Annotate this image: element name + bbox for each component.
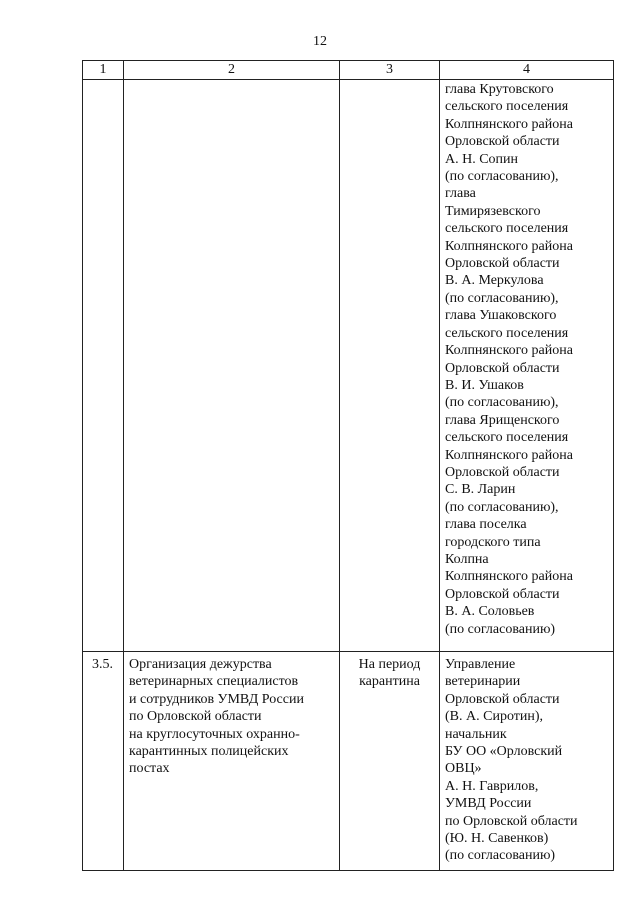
description-line: на круглосуточных охранно- — [129, 726, 300, 742]
responsible-line: Колпна — [445, 551, 489, 567]
responsible-line: сельского поселения — [445, 99, 569, 115]
responsible-line: сельского поселения — [445, 221, 569, 237]
period-line: карантина — [359, 674, 420, 690]
column-header-1: 1 — [83, 61, 124, 80]
responsible-line: Управление — [445, 657, 516, 672]
responsible-line: (В. А. Сиротин), — [445, 709, 544, 725]
cell-number — [83, 80, 124, 652]
column-header-4: 4 — [440, 61, 614, 80]
responsible-line: глава — [445, 186, 476, 202]
responsible-line: Колпнянского района — [445, 238, 573, 254]
responsible-line: Орловской области — [445, 256, 560, 272]
responsible-line: В. И. Ушаков — [445, 377, 524, 393]
responsible-line: по Орловской области — [445, 813, 578, 829]
responsible-line: Колпнянского района — [445, 569, 573, 585]
responsible-line: БУ ОО «Орловский — [445, 744, 563, 760]
description-line: карантинных полицейских — [129, 744, 289, 760]
cell-period — [340, 80, 440, 652]
cell-description — [124, 652, 340, 871]
responsible-line: (Ю. Н. Савенков) — [445, 831, 549, 847]
description-line: Организация дежурства — [129, 657, 272, 672]
responsible-line: А. Н. Гаврилов, — [445, 778, 539, 794]
responsible-line: (по согласованию), — [445, 169, 559, 185]
cell-responsible — [440, 80, 614, 652]
responsible-line: глава Крутовского — [445, 82, 554, 97]
responsible-line: В. А. Соловьев — [445, 604, 535, 620]
responsible-line: Орловской области — [445, 360, 560, 376]
responsible-line: начальник — [445, 726, 507, 742]
responsible-line: (по согласованию) — [445, 848, 556, 864]
responsible-line: (по согласованию), — [445, 499, 559, 515]
description-line: и сотрудников УМВД России — [129, 691, 304, 707]
responsible-line: (по согласованию), — [445, 395, 559, 411]
responsible-line: Тимирязевского — [445, 203, 541, 219]
responsible-line: УМВД России — [445, 796, 532, 812]
responsible-line: Колпнянского района — [445, 116, 573, 132]
responsible-line: ОВЦ» — [445, 761, 482, 777]
responsible-line: (по согласованию), — [445, 290, 559, 306]
responsible-line: глава Ярищенского — [445, 412, 560, 428]
responsible-line: (по согласованию) — [445, 621, 556, 637]
responsible-line: Колпнянского района — [445, 343, 573, 359]
table-header-row — [83, 61, 614, 80]
table-row-continued — [83, 80, 614, 652]
table-row-3-5 — [83, 652, 614, 871]
responsible-line: глава Ушаковского — [445, 308, 557, 324]
responsible-line: глава поселка — [445, 517, 527, 533]
responsible-line: Орловской области — [445, 691, 560, 707]
responsible-line: Орловской области — [445, 586, 560, 602]
description-line: ветеринарных специалистов — [129, 674, 299, 690]
column-header-3: 3 — [340, 61, 440, 80]
column-header-2: 2 — [124, 61, 340, 80]
responsible-line: Орловской области — [445, 464, 560, 480]
responsible-line: В. А. Меркулова — [445, 273, 544, 289]
responsible-line: сельского поселения — [445, 325, 569, 341]
cell-number: 3.5. — [83, 652, 124, 871]
responsible-line: сельского поселения — [445, 430, 569, 446]
cell-responsible — [440, 652, 614, 871]
responsible-line: А. Н. Сопин — [445, 151, 519, 167]
period-line: На период — [358, 657, 421, 672]
responsible-line: Колпнянского района — [445, 447, 573, 463]
responsible-line: Орловской области — [445, 134, 560, 150]
responsible-line: С. В. Ларин — [445, 482, 516, 498]
measures-table — [82, 60, 614, 871]
description-line: по Орловской области — [129, 709, 262, 725]
description-line: постах — [129, 761, 170, 777]
cell-description — [124, 80, 340, 652]
responsible-line: городского типа — [445, 534, 541, 550]
page-number: 12 — [313, 34, 327, 49]
responsible-line: ветеринарии — [445, 674, 521, 690]
cell-period — [340, 652, 440, 871]
